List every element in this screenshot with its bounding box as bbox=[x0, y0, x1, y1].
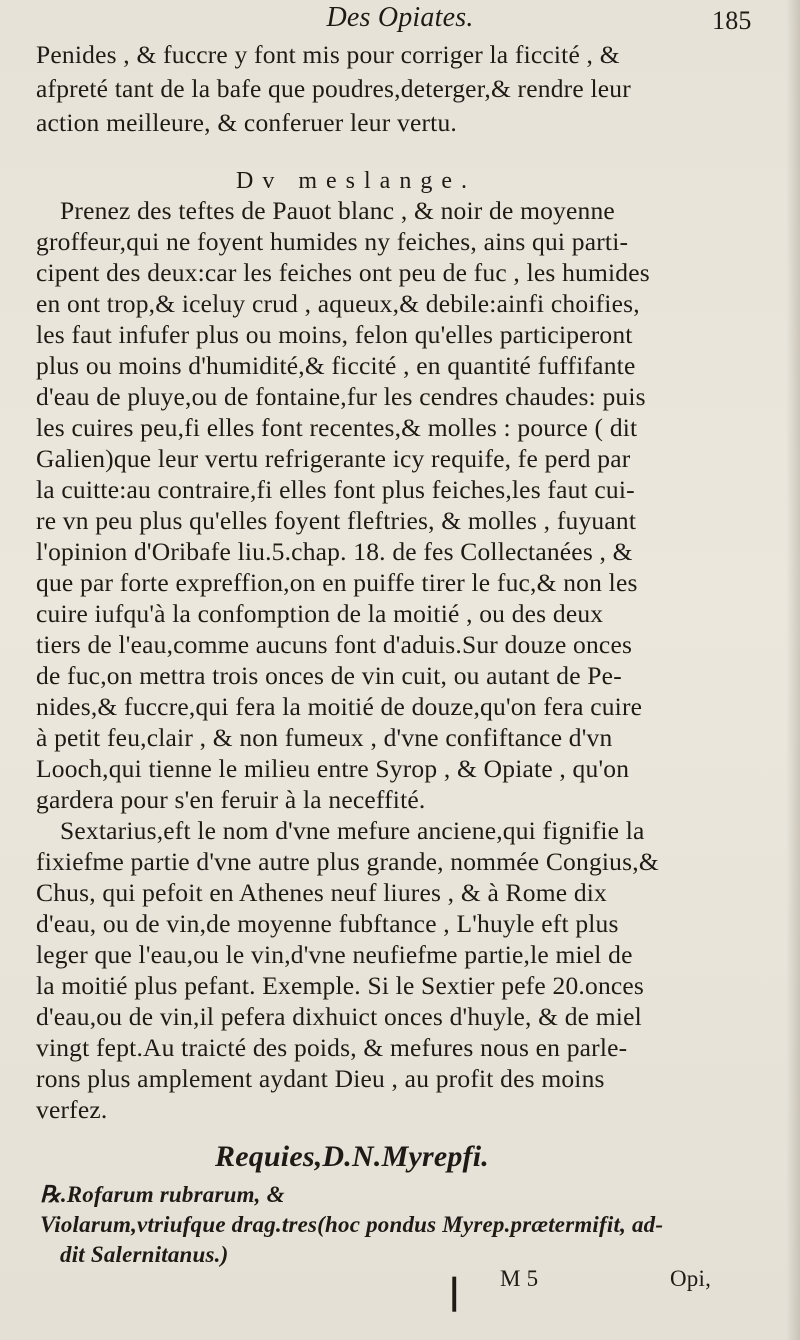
page-edge-shadow bbox=[786, 0, 800, 1340]
section-heading: Dv meslange. bbox=[236, 168, 476, 194]
body-line: Galien)que leur vertu refrigerante icy requife, fe perd par bbox=[36, 444, 631, 473]
recipe-line: ℞.Rofarum rubrarum, & bbox=[40, 1182, 285, 1207]
signature-mark: M 5 bbox=[500, 1266, 539, 1291]
body-line: rons plus amplement aydant Dieu , au profit des moins bbox=[36, 1064, 605, 1093]
body-line: en ont trop,& iceluy crud , aqueux,& debile:ainfi choifies, bbox=[36, 289, 640, 318]
intro-line: action meilleure, & conferuer leur vertu. bbox=[36, 108, 457, 137]
body-line: la moitié plus pefant. Exemple. Si le Sextier pefe 20.onces bbox=[36, 971, 645, 1000]
body-line: à petit feu,clair , & non fumeux , d'vne confiftance d'vn bbox=[36, 723, 613, 752]
body-line: de fuc,on mettra trois onces de vin cuit, ou autant de Pe- bbox=[36, 661, 622, 690]
body-line: les faut infufer plus ou moins, felon qu'elles participeront bbox=[36, 320, 633, 349]
catchword: Opi, bbox=[670, 1266, 712, 1291]
body-line: d'eau de pluye,ou de fontaine,fur les cendres chaudes: puis bbox=[36, 382, 646, 411]
body-line: tiers de l'eau,comme aucuns font d'aduis.Sur douze onces bbox=[36, 630, 633, 659]
body-line: vingt fept.Au traicté des poids, & mefures nous en parle- bbox=[36, 1033, 628, 1062]
body-line: Sextarius,eft le nom d'vne mefure anciene,qui fignifie la bbox=[60, 816, 645, 845]
formula-title: Requies,D.N.Myrepfi. bbox=[215, 1140, 489, 1173]
page-number: 185 bbox=[712, 6, 752, 35]
body-line: nides,& fuccre,qui fera la moitié de douze,qu'on fera cuire bbox=[36, 692, 643, 721]
recipe-line: Violarum,vtriufque drag.tres(hoc pondus Myrep.prætermifit, ad- bbox=[40, 1212, 664, 1237]
intro-line: afpreté tant de la bafe que poudres,deterger,& rendre leur bbox=[36, 74, 631, 103]
running-head: Des Opiates. bbox=[326, 2, 474, 33]
intro-line: Penides , & fuccre y font mis pour corriger la ficcité , & bbox=[36, 40, 620, 69]
body-line: d'eau, ou de vin,de moyenne fubftance , L'huyle eft plus bbox=[36, 909, 619, 938]
body-line: Chus, qui pefoit en Athenes neuf liures , & à Rome dix bbox=[36, 878, 608, 907]
body-line: la cuitte:au contraire,fi elles font plus feiches,les faut cui- bbox=[36, 475, 635, 504]
body-line: gardera pour s'en feruir à la neceffité. bbox=[36, 785, 426, 814]
body-line: groffeur,qui ne foyent humides ny feiches, ains qui parti- bbox=[36, 227, 629, 256]
body-line: cuire iufqu'à la confomption de la moitié , ou des deux bbox=[36, 599, 604, 628]
body-line: les cuires peu,fi elles font recentes,& molles : pource ( dit bbox=[36, 413, 638, 442]
body-line: d'eau,ou de vin,il pefera dixhuict onces d'huyle, & de miel bbox=[36, 1002, 642, 1031]
body-line: plus ou moins d'humidité,& ficcité , en quantité fuffifante bbox=[36, 351, 636, 380]
body-line: verfez. bbox=[36, 1095, 108, 1124]
body-line: Prenez des teftes de Pauot blanc , & noir de moyenne bbox=[60, 196, 615, 225]
body-line: leger que l'eau,ou le vin,d'vne neufiefme partie,le miel de bbox=[36, 940, 633, 969]
body-line: fixiefme partie d'vne autre plus grande, nommée Congius,& bbox=[36, 847, 659, 876]
ink-mark-icon: ❘ bbox=[440, 1272, 469, 1312]
body-line: que par forte expreffion,on en puiffe tirer le fuc,& non les bbox=[36, 568, 638, 597]
recipe-line: dit Salernitanus.) bbox=[60, 1242, 229, 1267]
body-line: Looch,qui tienne le milieu entre Syrop , & Opiate , qu'on bbox=[36, 754, 630, 783]
body-line: cipent des deux:car les feiches ont peu de fuc , les humides bbox=[36, 258, 650, 287]
body-line: re vn peu plus qu'elles foyent fleftries, & molles , fuyuant bbox=[36, 506, 637, 535]
body-line: l'opinion d'Oribafe liu.5.chap. 18. de fes Collectanées , & bbox=[36, 537, 633, 566]
